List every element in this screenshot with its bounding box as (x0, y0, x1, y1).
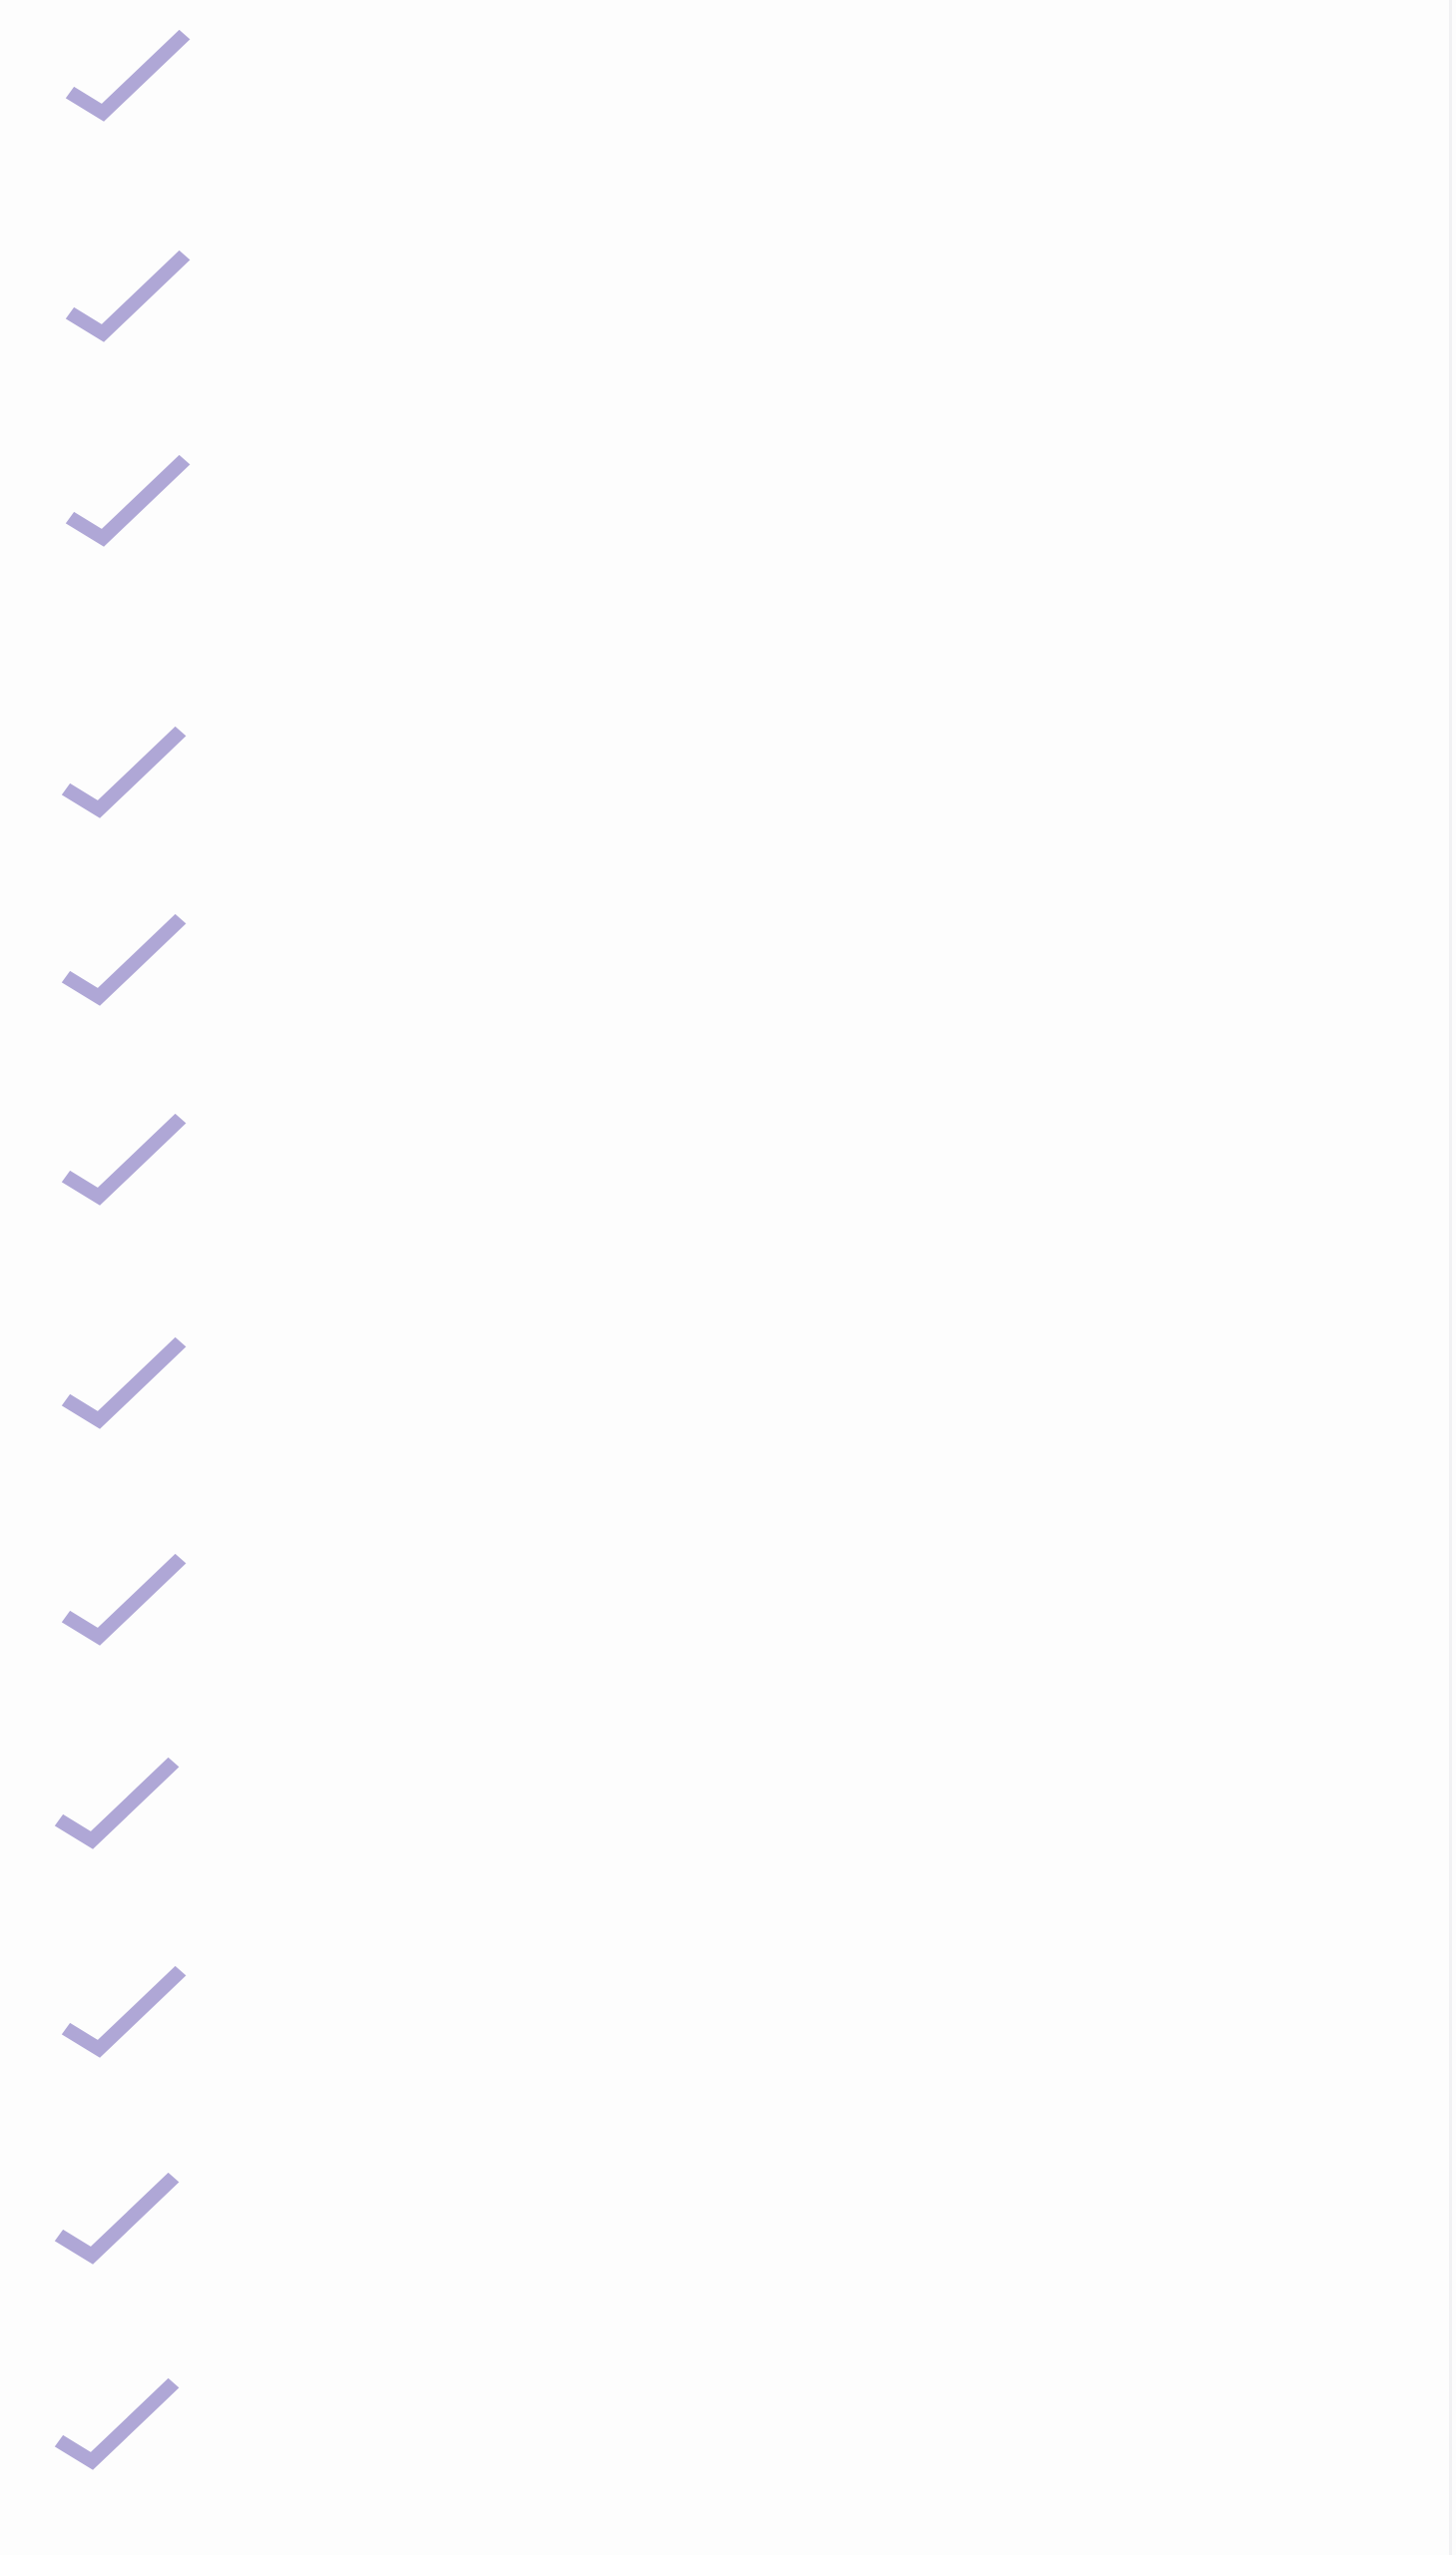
checkmark-icon (56, 1337, 191, 1433)
checkmark-icon (60, 30, 195, 126)
checkmark-icon (49, 2378, 184, 2474)
checkmark-icon (49, 2173, 184, 2269)
checkmark-icon (56, 727, 191, 822)
checkmark-icon (56, 1966, 191, 2062)
checkmark-icon (49, 1758, 184, 1853)
checkmark-icon (56, 1554, 191, 1650)
checkmark-icon (56, 1114, 191, 1210)
page-edge-divider (1449, 0, 1452, 2555)
checkmark-icon (56, 914, 191, 1010)
checkmark-icon (60, 251, 195, 346)
checkmark-icon (60, 455, 195, 551)
